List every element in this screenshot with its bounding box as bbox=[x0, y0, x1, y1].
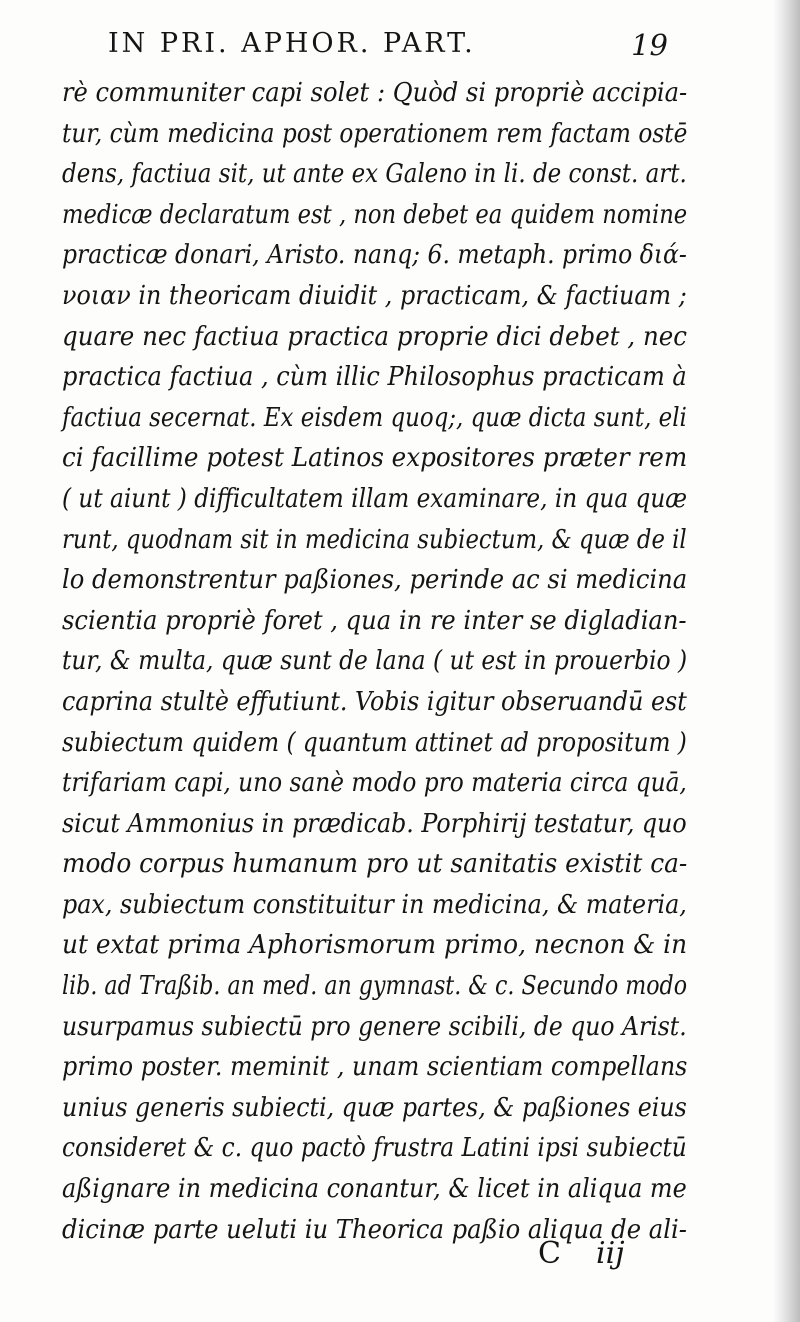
text-line: tur, & multa, quæ sunt de lana ( ut est in prouerbio ) bbox=[62, 646, 688, 677]
text-line: consideret & c. quo pactò frustra Latini ipsi subiectū bbox=[62, 1133, 687, 1164]
page-header bbox=[108, 28, 668, 68]
text-line: unius generis subiecti, quæ partes, & paßiones eius bbox=[62, 1092, 687, 1123]
signature-letter: C bbox=[538, 1236, 561, 1271]
text-line: νοιαν in theoricam diuidit , practicam, & factiuam ; bbox=[62, 280, 687, 311]
text-line: quare nec factiua practica proprie dici debet , nec bbox=[62, 321, 687, 352]
text-line: subiectum quidem ( quantum attinet ad propositum ) bbox=[62, 727, 687, 758]
page-number: 19 bbox=[631, 28, 668, 62]
signature-number: iij bbox=[596, 1236, 625, 1271]
text-line: factiua secernat. Ex eisdem quoq;, quæ dicta sunt, eli bbox=[62, 402, 687, 433]
text-line: usurpamus subiectū pro genere scibili, de quo Arist. bbox=[62, 1011, 687, 1042]
text-line: lib. ad Traßib. an med. an gymnast. & c. Secundo modo bbox=[62, 971, 688, 1002]
text-line: primo poster. meminit , unam scientiam compellans bbox=[62, 1052, 688, 1083]
text-line: dens, factiua sit, ut ante ex Galeno in li. de const. art. bbox=[62, 159, 687, 190]
text-line: pax, subiectum constituitur in medicina, & materia, bbox=[62, 889, 687, 920]
text-line: rè communiter capi solet : Quòd si propriè accipia- bbox=[62, 78, 688, 108]
text-line: lo demonstrentur paßiones, perinde ac si medicina bbox=[62, 565, 688, 596]
text-line: trifariam capi, uno sanè modo pro materia circa quā, bbox=[62, 768, 687, 799]
text-line: modo corpus humanum pro ut sanitatis existit ca- bbox=[62, 849, 688, 880]
text-line: ( ut aiunt ) difficultatem illam examinare, in qua quæ bbox=[62, 483, 688, 514]
text-line: practicæ donari, Aristo. nanq; 6. metaph. primo διά- bbox=[62, 240, 687, 271]
text-line: dicinæ parte ueluti iu Theorica paßio aliqua de ali- bbox=[62, 1214, 687, 1245]
signature-mark bbox=[538, 1236, 648, 1276]
text-line: practica factiua , cùm illic Philosophus practicam à bbox=[62, 362, 687, 393]
text-line: aßignare in medicina conantur, & licet in aliqua me bbox=[62, 1174, 687, 1205]
text-line: runt, quodnam sit in medicina subiectum, & quæ de il bbox=[62, 524, 687, 555]
text-line: tur, cùm medicina post operationem rem factam ostē bbox=[62, 118, 688, 149]
text-line: ut extat prima Aphorismorum primo, necnon & in bbox=[62, 930, 688, 961]
text-line: medicæ declaratum est , non debet ea quidem nomine bbox=[62, 199, 688, 230]
running-title: IN PRI. APHOR. PART. bbox=[108, 28, 476, 59]
text-line: scientia propriè foret , qua in re inter se digladian- bbox=[62, 605, 687, 636]
page-edge-shadow bbox=[772, 0, 800, 1322]
body-text bbox=[62, 73, 687, 1250]
text-line: sicut Ammonius in prædicab. Porphirij testatur, quo bbox=[62, 808, 687, 839]
text-line: caprina stultè effutiunt. Vobis igitur obseruandū est bbox=[62, 686, 687, 717]
text-line: ci facillime potest Latinos expositores præter rem bbox=[62, 443, 688, 474]
